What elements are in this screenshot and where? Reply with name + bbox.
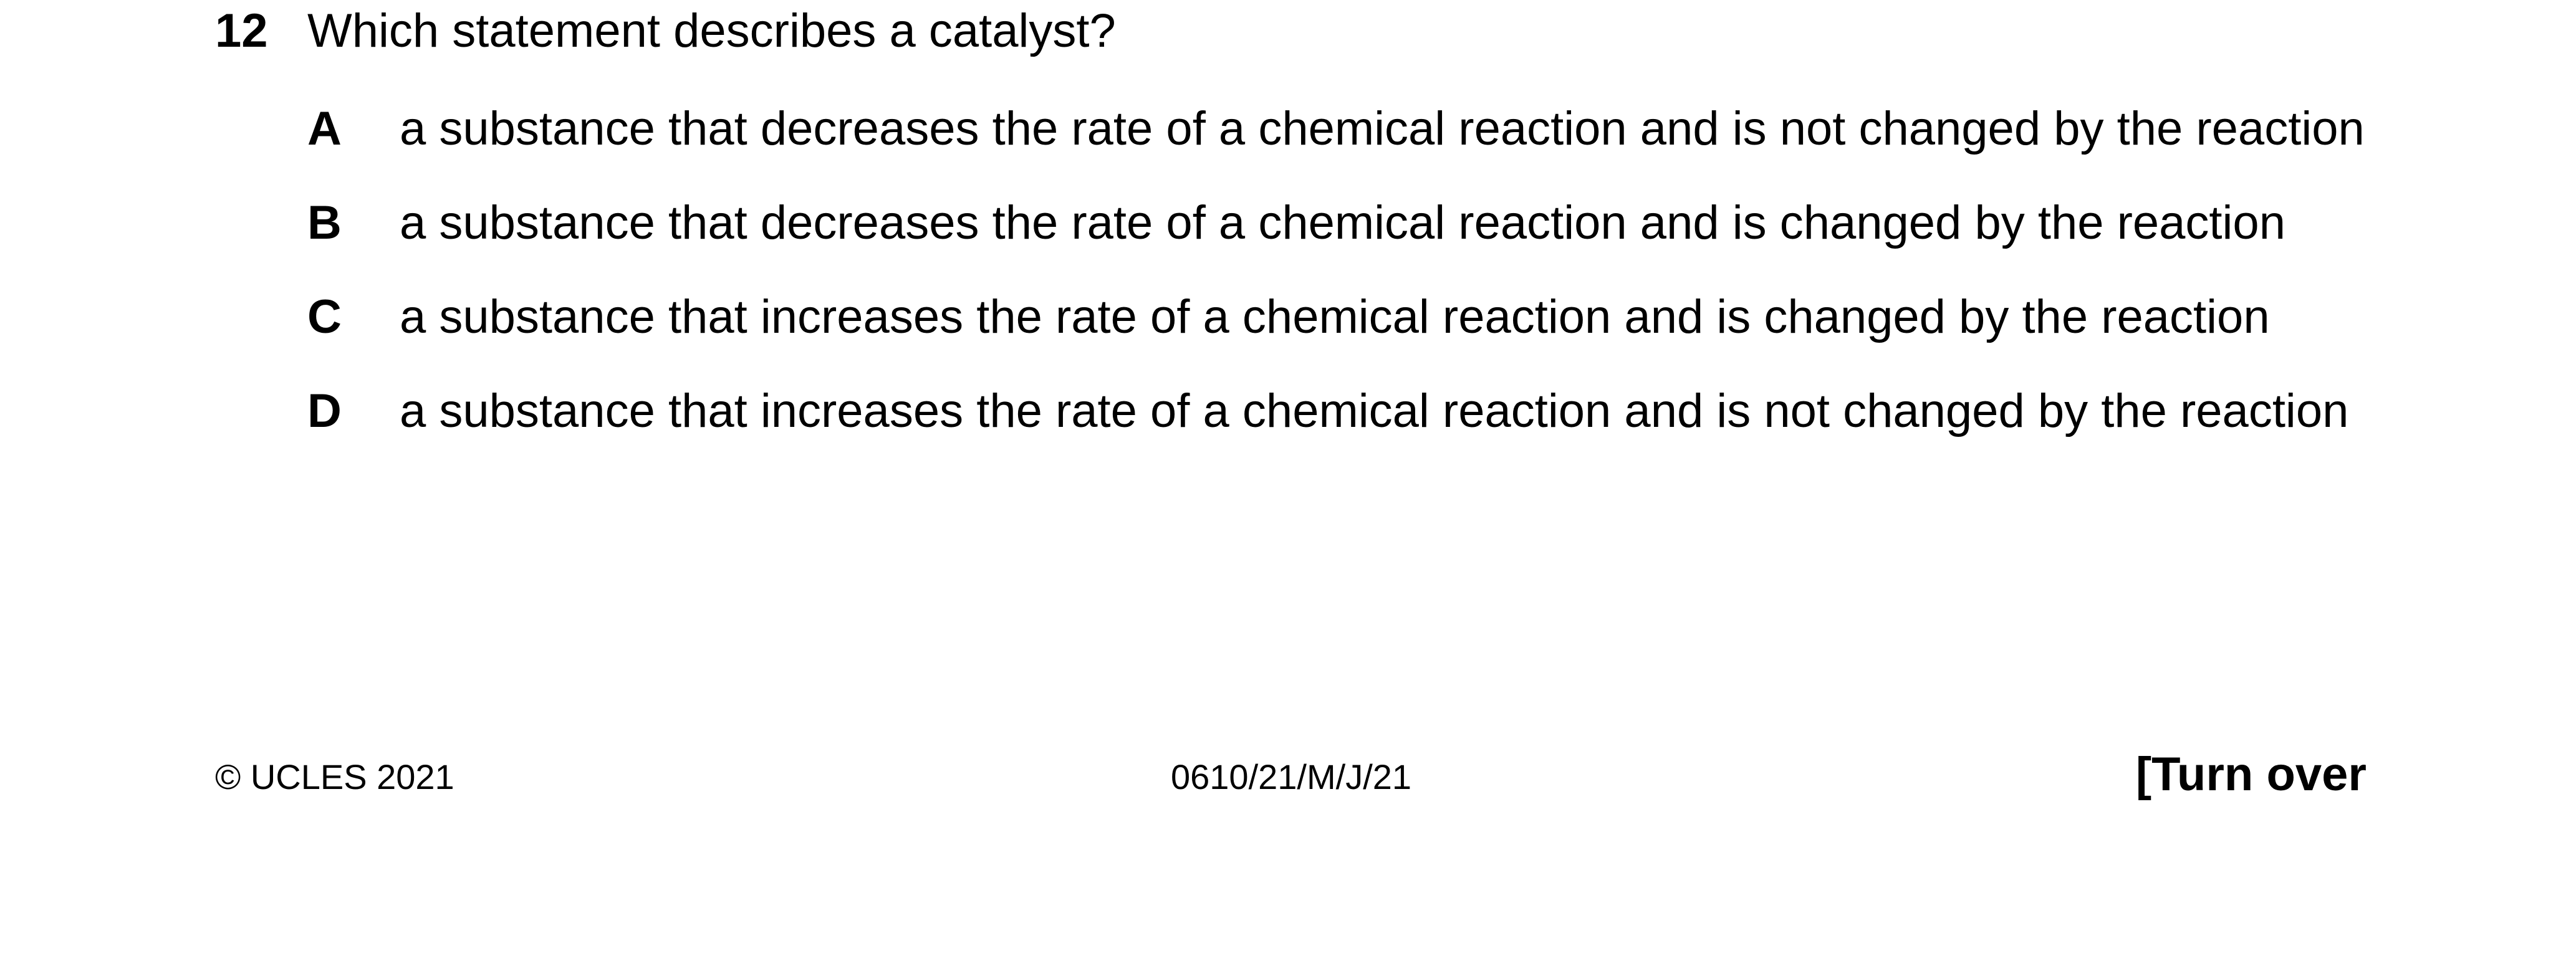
option-text: a substance that decreases the rate of a chemical reaction and is not changed by the reaction bbox=[400, 102, 2365, 155]
option-letter: D bbox=[307, 385, 342, 437]
option-letter: B bbox=[307, 196, 342, 249]
option-a bbox=[307, 102, 2366, 156]
turn-over-label: [Turn over bbox=[2135, 748, 2367, 801]
question-12 bbox=[215, 0, 2366, 437]
option-text: a substance that increases the rate of a chemical reaction and is changed by the reaction bbox=[400, 290, 2270, 343]
option-b bbox=[307, 196, 2366, 251]
question-header bbox=[215, 0, 2366, 62]
option-letter: A bbox=[307, 102, 342, 155]
option-text: a substance that increases the rate of a chemical reaction and is not changed by the reaction bbox=[400, 385, 2349, 437]
answer-options bbox=[307, 102, 2366, 478]
option-d bbox=[307, 384, 2366, 439]
question-number: 12 bbox=[215, 4, 268, 57]
option-c bbox=[307, 290, 2366, 345]
option-letter: C bbox=[307, 290, 342, 343]
paper-code: 0610/21/M/J/21 bbox=[1171, 757, 1412, 796]
copyright-notice: © UCLES 2021 bbox=[215, 757, 454, 796]
option-text: a substance that decreases the rate of a chemical reaction and is changed by the reaction bbox=[400, 196, 2285, 249]
question-stem: Which statement describes a catalyst? bbox=[307, 4, 1116, 57]
